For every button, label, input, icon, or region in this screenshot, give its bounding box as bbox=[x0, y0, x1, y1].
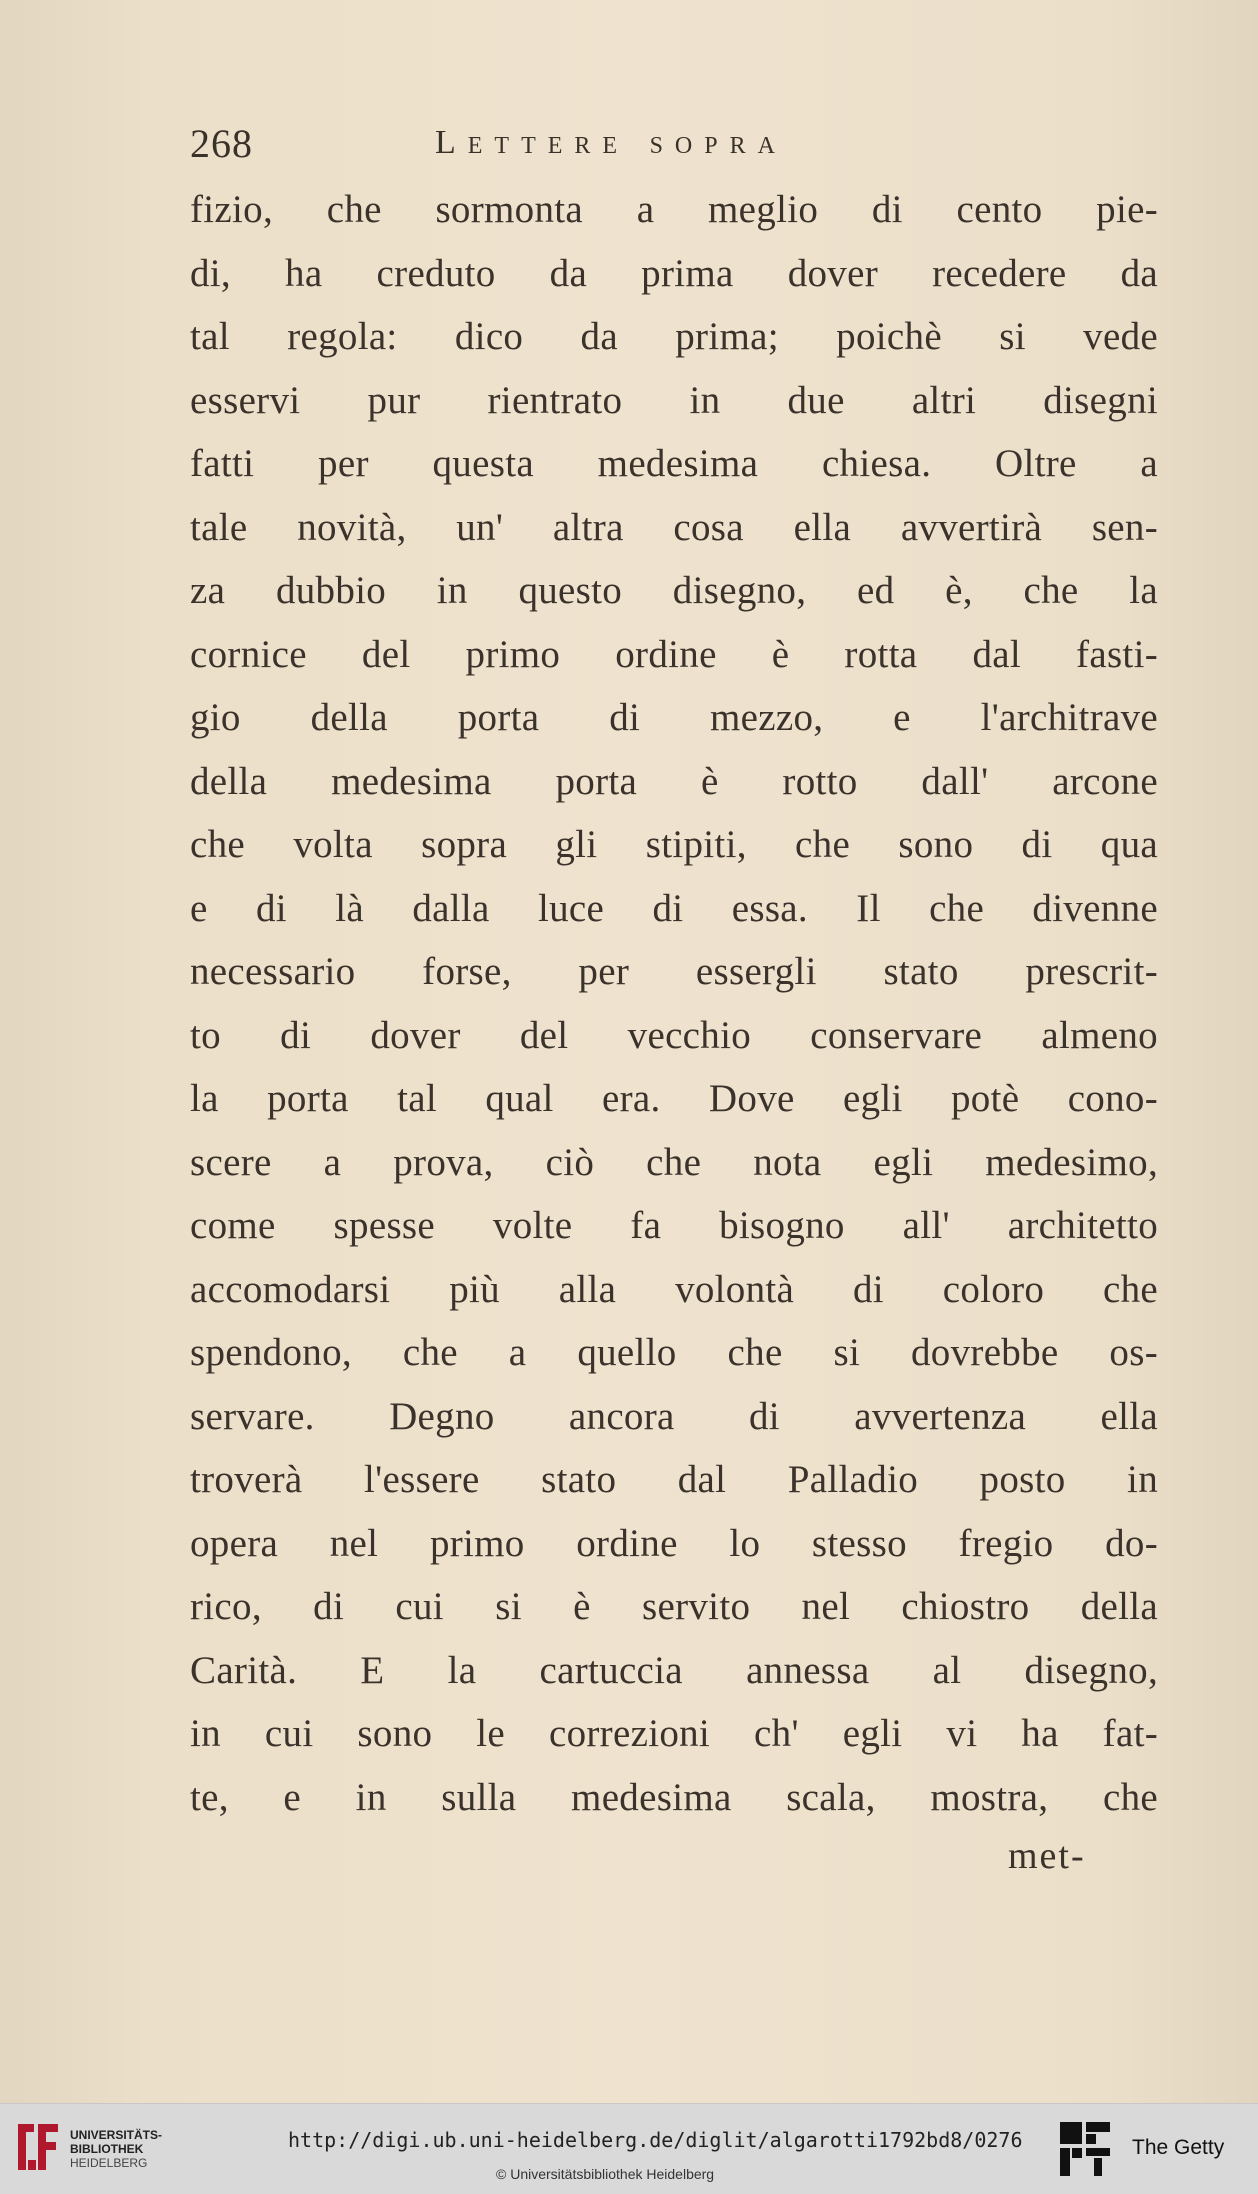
getty-label: The Getty bbox=[1132, 2136, 1225, 2159]
library-name bbox=[70, 2128, 162, 2170]
page-number: 268 bbox=[190, 121, 253, 166]
text-line: cornice del primo ordine è rotta dal fasti- bbox=[190, 632, 1158, 676]
library-name-line1: UNIVERSITÄTS- bbox=[70, 2128, 163, 2142]
text-line: spendono, che a quello che si dovrebbe os- bbox=[190, 1331, 1158, 1374]
text-line: che volta sopra gli stipiti, che sono di qua bbox=[190, 823, 1158, 866]
page-header bbox=[190, 120, 1170, 172]
text-line: necessario forse, per essergli stato prescrit- bbox=[190, 950, 1158, 993]
university-library-logo-icon bbox=[14, 2118, 62, 2178]
running-head: Lettere sopra bbox=[435, 124, 787, 161]
text-line: za dubbio in questo disegno, ed è, che la bbox=[190, 569, 1158, 612]
text-line: troverà l'essere stato dal Palladio posto in bbox=[190, 1458, 1158, 1501]
text-line: opera nel primo ordine lo stesso fregio do- bbox=[190, 1521, 1158, 1565]
library-name-line2: BIBLIOTHEK bbox=[70, 2142, 144, 2156]
body-text bbox=[190, 178, 1158, 1829]
text-line: to di dover del vecchio conservare almeno bbox=[190, 1013, 1158, 1057]
text-line: fizio, che sormonta a meglio di cento pie- bbox=[190, 188, 1158, 231]
text-line: di, ha creduto da prima dover recedere da bbox=[190, 251, 1158, 295]
getty-logo-icon bbox=[1058, 2120, 1112, 2178]
text-line: in cui sono le correzioni ch' egli vi ha fat- bbox=[190, 1712, 1158, 1755]
text-line: Carità. E la cartuccia annessa al disegno, bbox=[190, 1648, 1158, 1692]
permalink-url[interactable]: http://digi.ub.uni-heidelberg.de/diglit/algarotti1792bd8/0276 bbox=[288, 2128, 1023, 2152]
text-line: e di là dalla luce di essa. Il che divenne bbox=[190, 886, 1158, 930]
text-line: esservi pur rientrato in due altri disegni bbox=[190, 378, 1158, 422]
text-line: tale novità, un' altra cosa ella avvertirà sen- bbox=[190, 505, 1158, 549]
text-line: te, e in sulla medesima scala, mostra, che bbox=[190, 1775, 1158, 1819]
text-line: la porta tal qual era. Dove egli potè cono- bbox=[190, 1077, 1158, 1120]
text-line: servare. Degno ancora di avvertenza ella bbox=[190, 1394, 1158, 1438]
library-name-line3: HEIDELBERG bbox=[70, 2156, 148, 2170]
text-line: scere a prova, ciò che nota egli medesimo, bbox=[190, 1140, 1158, 1184]
text-line: rico, di cui si è servito nel chiostro della bbox=[190, 1585, 1158, 1628]
viewer-footer bbox=[0, 2103, 1258, 2194]
text-line: accomodarsi più alla volontà di coloro che bbox=[190, 1267, 1158, 1311]
text-line: tal regola: dico da prima; poichè si vede bbox=[190, 315, 1158, 358]
text-line: come spesse volte fa bisogno all' architetto bbox=[190, 1204, 1158, 1247]
text-line: della medesima porta è rotto dall' arcone bbox=[190, 759, 1158, 803]
copyright-notice: © Universitätsbibliothek Heidelberg bbox=[496, 2166, 715, 2182]
text-line: gio della porta di mezzo, e l'architrave bbox=[190, 696, 1158, 739]
catchword: met- bbox=[1008, 1835, 1086, 1877]
text-line: fatti per questa medesima chiesa. Oltre a bbox=[190, 442, 1158, 485]
